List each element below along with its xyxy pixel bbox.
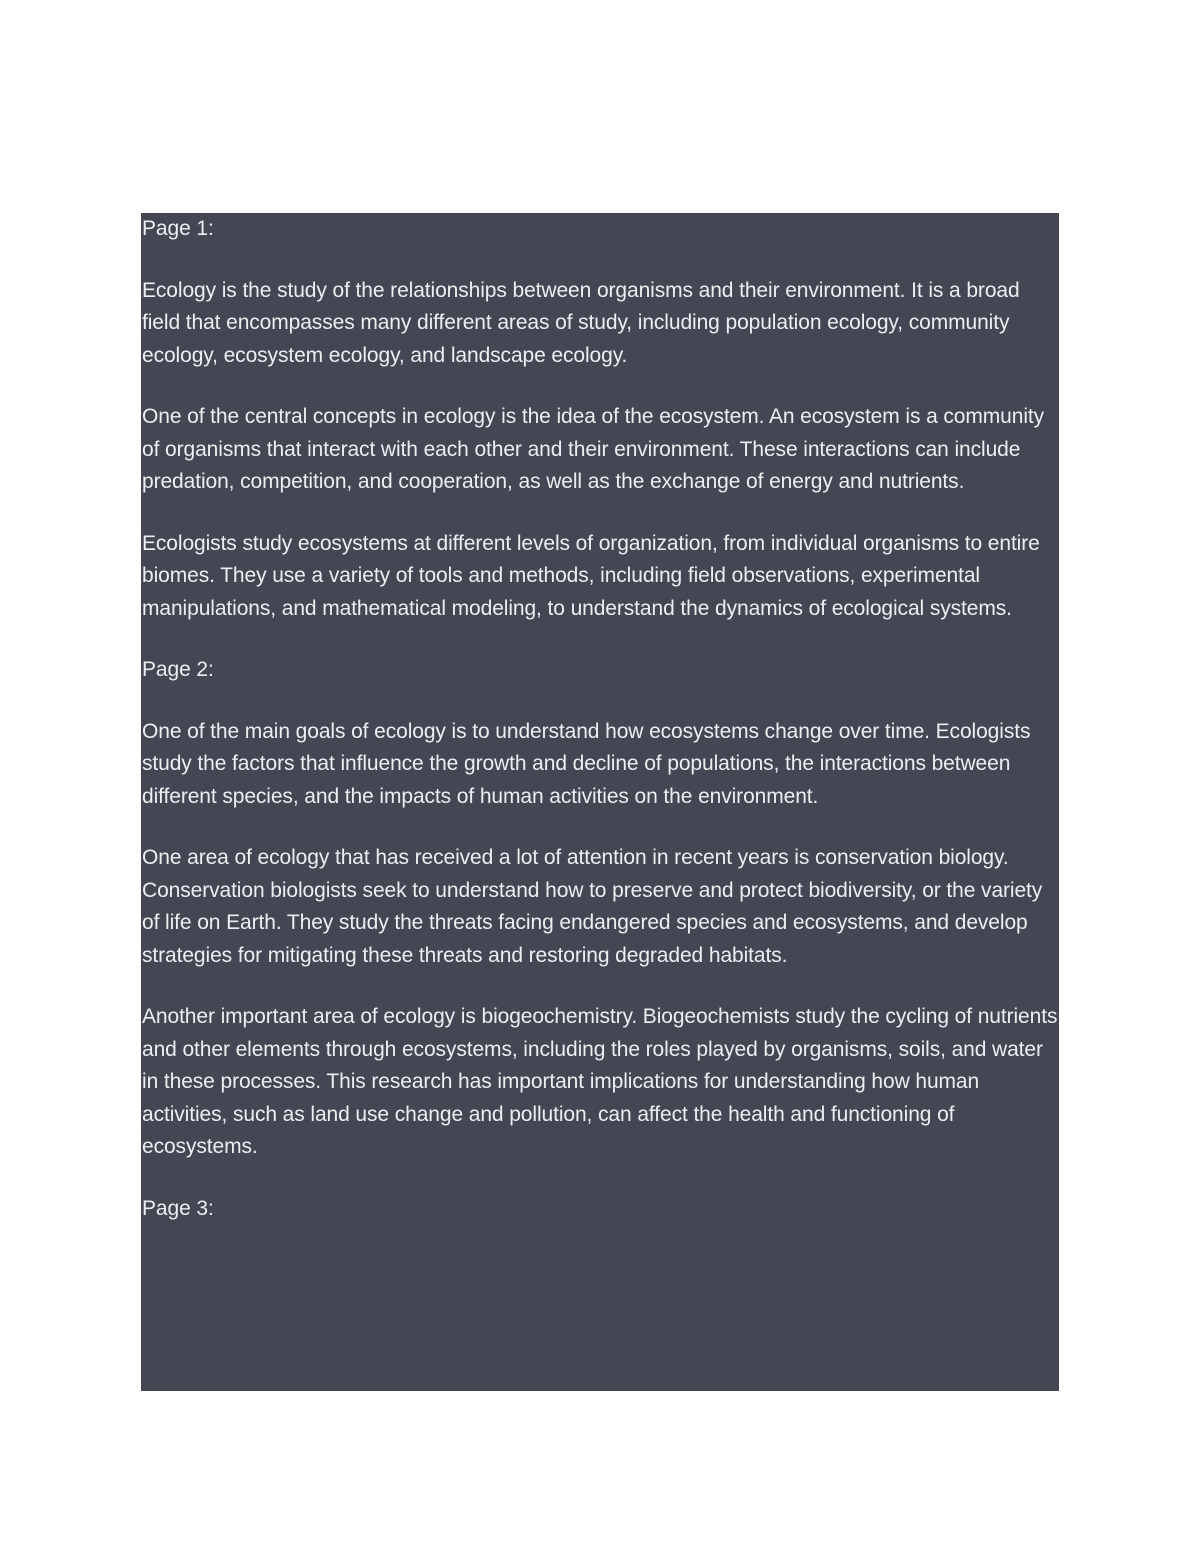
page-1-paragraph-2: One of the central concepts in ecology is the idea of the ecosystem. An ecosystem is a community of organisms that interact with each other and their environment. These interactions can include predation, competition, and cooperation, as well as the exchange of energy and nutrients. xyxy=(142,405,1045,493)
page-2-label: Page 2: xyxy=(142,658,214,681)
page-2-paragraph-2: One area of ecology that has received a lot of attention in recent years is conservation biology. Conservation biologists seek to understand how to preserve and protect biodiversity, or the variety of life on Earth. They study the threats facing endangered species and ecosystems, and develop strategies for mitigating these threats and restoring degraded habitats. xyxy=(142,846,1043,967)
page-1-paragraph-3: Ecologists study ecosystems at different levels of organization, from individual organisms to entire biomes. They use a variety of tools and methods, including field observations, experimental manipulations, and mathematical modeling, to understand the dynamics of ecological systems. xyxy=(142,531,1040,620)
page-1-paragraph-1: Ecology is the study of the relationships between organisms and their environment. It is a broad field that encompasses many different areas of study, including population ecology, community ecology, ecosystem ecology, and landscape ecology. xyxy=(142,278,1020,367)
page-2-paragraph-3: Another important area of ecology is biogeochemistry. Biogeochemists study the cycling of nutrients and other elements through ecosystems, including the roles played by organisms, soils, and water in these processes. This research has important implications for understanding how human activities, such as land use change and pollution, can affect the health and functioning of ecosystems. xyxy=(142,1005,1058,1158)
document-text-block xyxy=(141,213,1059,1391)
page-3-label: Page 3: xyxy=(142,1196,214,1220)
page-2-paragraph-1: One of the main goals of ecology is to understand how ecosystems change over time. Ecologists study the factors that influence the growth and decline of populations, the interactions between different species, and the impacts of human activities on the environment. xyxy=(142,719,1031,808)
page-1-label: Page 1: xyxy=(142,217,214,240)
